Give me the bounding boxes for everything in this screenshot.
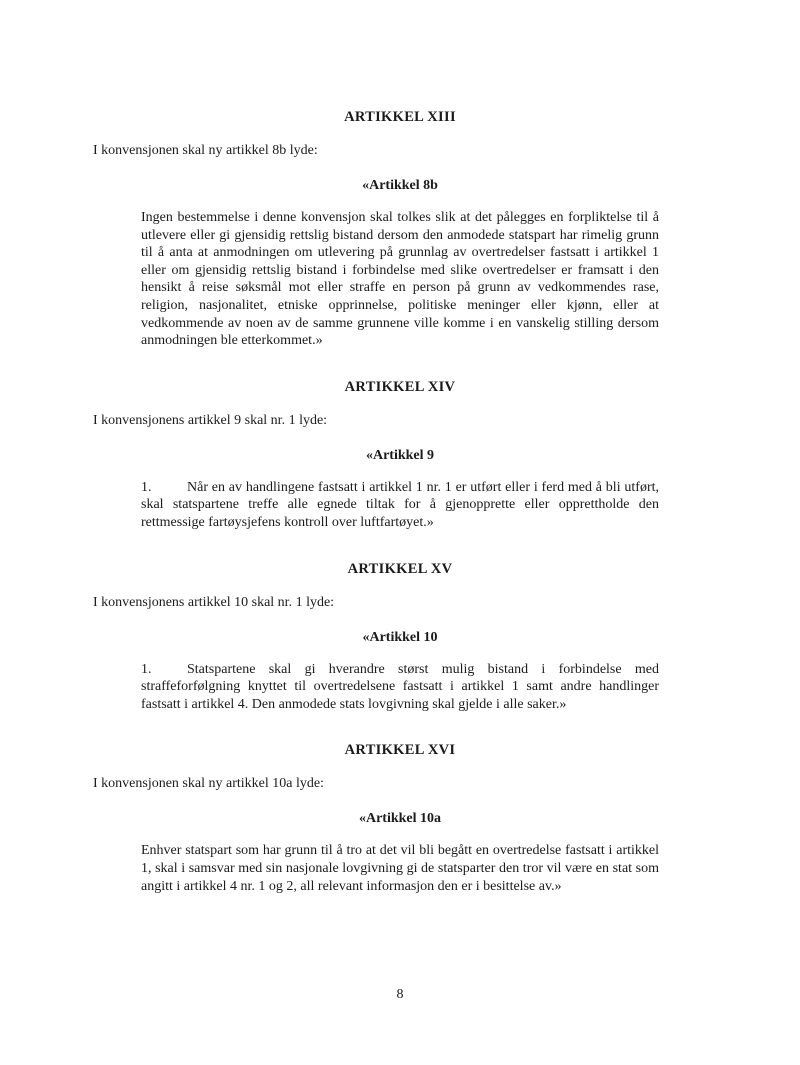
article-subheading: «Artikkel 10 bbox=[362, 629, 438, 645]
article-section-xiii bbox=[93, 108, 707, 350]
paragraph-text: Når en av handlingene fastsatt i artikkel 1 nr. 1 er utført eller i ferd med å bli utført, skal statspartene treffe alle egnede tiltak for å gjenopprette eller opprettholde den rettmessige fartøysjefens kontroll over luftfartøyet.» bbox=[141, 479, 659, 530]
article-section-xvi bbox=[93, 741, 707, 895]
article-heading: ARTIKKEL XIII bbox=[344, 109, 456, 125]
paragraph-text: Enhver statspart som har grunn til å tro at det vil bli begått en overtredelse fastsatt i artikkel 1, skal i samsvar med sin nasjonale lovgivning gi de statsparter den tror vil være en stat som angitt i artikkel 4 nr. 1 og 2, all relevant informasjon den er i besittelse av.» bbox=[141, 843, 659, 894]
article-intro: I konvensjonen skal ny artikkel 10a lyde: bbox=[93, 776, 324, 792]
article-subheading: «Artikkel 10a bbox=[358, 811, 442, 827]
article-intro: I konvensjonens artikkel 9 skal nr. 1 lyde: bbox=[93, 412, 328, 428]
article-subheading: «Artikkel 9 bbox=[365, 447, 435, 463]
article-section-xiv bbox=[93, 378, 707, 532]
paragraph-text: Ingen bestemmelse i denne konvensjon skal tolkes slik at det pålegges en forpliktelse til å utlevere eller gi gjensidig rettslig bistand dersom den anmodede statspart har rimelig grunn til å anta at anmodningen om utlevering på grunnlag av overtredelser fastsatt i artikkel 1 eller om gjensidig rettslig bistand i forbindelse med slike overtredelser er framsatt i den hensikt å reise søksmål mot eller straffe en person på grunn av vedkommendes rase, religion, nasjonalitet, etniske opprinnelse, politiske meninger eller kjønn, eller at vedkommende av noen av de samme grunnene ville komme i en vanskelig stilling dersom anmodningen ble etterkommet.» bbox=[141, 210, 659, 349]
article-paragraph bbox=[141, 209, 659, 350]
article-paragraph bbox=[141, 479, 659, 532]
article-intro: I konvensjonen skal ny artikkel 8b lyde: bbox=[93, 143, 318, 158]
article-heading: ARTIKKEL XVI bbox=[344, 742, 456, 759]
article-paragraph bbox=[141, 661, 659, 714]
paragraph-number: 1. bbox=[141, 661, 152, 677]
article-heading: ARTIKKEL XV bbox=[347, 560, 453, 577]
article-section-xv bbox=[93, 560, 707, 714]
article-heading: ARTIKKEL XIV bbox=[344, 378, 456, 395]
article-subheading: «Artikkel 8b bbox=[362, 178, 438, 193]
article-intro: I konvensjonens artikkel 10 skal nr. 1 lyde: bbox=[93, 594, 335, 610]
page-number: 8 bbox=[396, 987, 404, 1002]
paragraph-text: Statspartene skal gi hverandre størst mulig bistand i forbindelse med straffeforfølgning knyttet til overtredelsene fastsatt i artikkel 1 samt andre handlinger fastsatt i artikkel 4. Den anmodede stats lovgivning skal gjelde i alle saker.» bbox=[141, 661, 659, 712]
paragraph-number: 1. bbox=[141, 479, 152, 495]
article-paragraph bbox=[141, 842, 659, 895]
